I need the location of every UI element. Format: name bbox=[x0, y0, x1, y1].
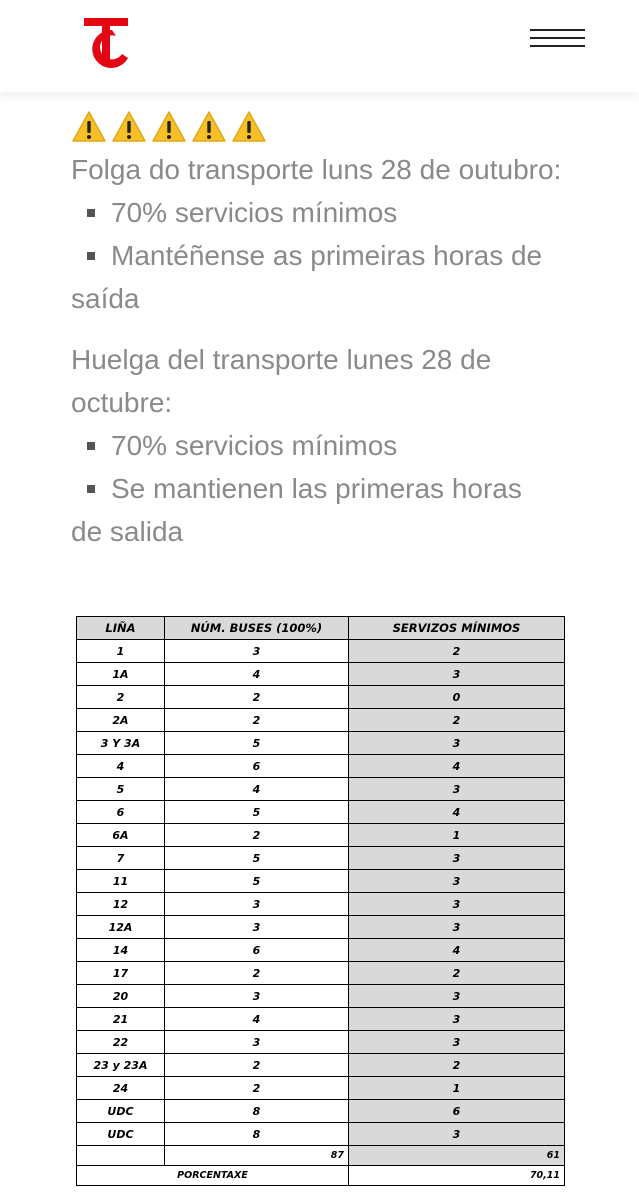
cell-buses: 2 bbox=[165, 824, 349, 847]
galician-title: Folga do transporte luns 28 de outubro: bbox=[71, 154, 562, 185]
table-row bbox=[77, 801, 565, 824]
cell-line: 6 bbox=[77, 801, 165, 824]
cell-line: 14 bbox=[77, 939, 165, 962]
spanish-bullet-2-cont: de salida bbox=[71, 516, 184, 547]
cell-buses: 5 bbox=[165, 870, 349, 893]
spanish-bullet-1: 70% servicios mínimos bbox=[71, 424, 581, 467]
table-header-row bbox=[77, 617, 565, 640]
hamburger-line bbox=[530, 37, 585, 39]
cell-buses: 2 bbox=[165, 1077, 349, 1100]
cell-line: 23 y 23A bbox=[77, 1054, 165, 1077]
table-row bbox=[77, 709, 565, 732]
cell-minimum: 4 bbox=[349, 801, 565, 824]
table-row bbox=[77, 1077, 565, 1100]
cell-line: UDC bbox=[77, 1123, 165, 1146]
cell-minimum: 3 bbox=[349, 663, 565, 686]
total-minimum: 61 bbox=[349, 1146, 565, 1166]
warning-icon bbox=[111, 110, 147, 144]
total-buses: 87 bbox=[165, 1146, 349, 1166]
hamburger-line bbox=[530, 45, 585, 47]
cell-buses: 5 bbox=[165, 847, 349, 870]
cell-minimum: 2 bbox=[349, 1054, 565, 1077]
cell-line: 7 bbox=[77, 847, 165, 870]
cell-buses: 5 bbox=[165, 801, 349, 824]
warning-icon bbox=[231, 110, 267, 144]
warning-icon bbox=[191, 110, 227, 144]
table-row bbox=[77, 663, 565, 686]
cell-minimum: 3 bbox=[349, 916, 565, 939]
table-row bbox=[77, 870, 565, 893]
cell-line: 21 bbox=[77, 1008, 165, 1031]
cell-minimum: 3 bbox=[349, 1008, 565, 1031]
cell-buses: 3 bbox=[165, 916, 349, 939]
cell-line: 2A bbox=[77, 709, 165, 732]
table-row bbox=[77, 1100, 565, 1123]
cell-line: 20 bbox=[77, 985, 165, 1008]
cell-minimum: 2 bbox=[349, 709, 565, 732]
cell-buses: 2 bbox=[165, 686, 349, 709]
cell-line: 4 bbox=[77, 755, 165, 778]
totals-row bbox=[77, 1146, 565, 1166]
cell-line: 5 bbox=[77, 778, 165, 801]
cell-line: 1A bbox=[77, 663, 165, 686]
cell-minimum: 3 bbox=[349, 1031, 565, 1054]
cell-line: 24 bbox=[77, 1077, 165, 1100]
percentage-label: PORCENTAXE bbox=[77, 1166, 349, 1186]
cell-buses: 5 bbox=[165, 732, 349, 755]
cell-line: 2 bbox=[77, 686, 165, 709]
cell-minimum: 3 bbox=[349, 985, 565, 1008]
cell-minimum: 2 bbox=[349, 640, 565, 663]
table-row bbox=[77, 1123, 565, 1146]
announcement bbox=[71, 106, 581, 553]
table-row bbox=[77, 640, 565, 663]
warning-icon bbox=[71, 110, 107, 144]
table-row bbox=[77, 939, 565, 962]
warning-icon bbox=[151, 110, 187, 144]
galician-bullet-2-cont: saída bbox=[71, 283, 140, 314]
table-body bbox=[77, 640, 565, 1146]
cell-line: 1 bbox=[77, 640, 165, 663]
cell-line: 3 Y 3A bbox=[77, 732, 165, 755]
cell-minimum: 6 bbox=[349, 1100, 565, 1123]
cell-buses: 6 bbox=[165, 755, 349, 778]
spanish-bullet-2: Se mantienen las primeras horas bbox=[71, 467, 581, 510]
table-row bbox=[77, 893, 565, 916]
cell-minimum: 3 bbox=[349, 847, 565, 870]
cell-buses: 2 bbox=[165, 709, 349, 732]
cell-buses: 6 bbox=[165, 939, 349, 962]
cell-buses: 2 bbox=[165, 1054, 349, 1077]
hamburger-menu-icon bbox=[530, 29, 585, 31]
header-line: LIÑA bbox=[77, 617, 165, 640]
table-row bbox=[77, 962, 565, 985]
table-row bbox=[77, 985, 565, 1008]
totals-blank bbox=[77, 1146, 165, 1166]
table-row bbox=[77, 824, 565, 847]
minimum-services-table bbox=[76, 616, 565, 1186]
cell-buses: 3 bbox=[165, 1031, 349, 1054]
cell-line: 12A bbox=[77, 916, 165, 939]
galician-bullet-1: 70% servicios mínimos bbox=[71, 191, 581, 234]
cell-line: 22 bbox=[77, 1031, 165, 1054]
percentage-row bbox=[77, 1166, 565, 1186]
galician-bullet-2: Mantéñense as primeiras horas de bbox=[71, 234, 581, 277]
cell-buses: 3 bbox=[165, 640, 349, 663]
cell-buses: 4 bbox=[165, 1008, 349, 1031]
hamburger-menu-button[interactable] bbox=[528, 26, 588, 52]
table-row bbox=[77, 916, 565, 939]
table-row bbox=[77, 755, 565, 778]
cell-buses: 3 bbox=[165, 985, 349, 1008]
spanish-title: Huelga del transporte lunes 28 de octubre: bbox=[71, 344, 492, 418]
cell-minimum: 4 bbox=[349, 755, 565, 778]
cell-minimum: 3 bbox=[349, 893, 565, 916]
cell-minimum: 3 bbox=[349, 870, 565, 893]
cell-buses: 8 bbox=[165, 1100, 349, 1123]
header-minimum: SERVIZOS MÍNIMOS bbox=[349, 617, 565, 640]
cell-minimum: 3 bbox=[349, 1123, 565, 1146]
cell-buses: 3 bbox=[165, 893, 349, 916]
cell-minimum: 1 bbox=[349, 824, 565, 847]
site-header bbox=[0, 0, 639, 92]
table-row bbox=[77, 1031, 565, 1054]
cell-line: 17 bbox=[77, 962, 165, 985]
tranvias-logo[interactable] bbox=[82, 14, 130, 68]
cell-line: 6A bbox=[77, 824, 165, 847]
cell-minimum: 3 bbox=[349, 778, 565, 801]
cell-buses: 8 bbox=[165, 1123, 349, 1146]
cell-minimum: 0 bbox=[349, 686, 565, 709]
cell-buses: 4 bbox=[165, 663, 349, 686]
table-row bbox=[77, 847, 565, 870]
cell-buses: 4 bbox=[165, 778, 349, 801]
cell-minimum: 2 bbox=[349, 962, 565, 985]
cell-line: UDC bbox=[77, 1100, 165, 1123]
table-row bbox=[77, 686, 565, 709]
table-row bbox=[77, 1054, 565, 1077]
cell-minimum: 3 bbox=[349, 732, 565, 755]
cell-buses: 2 bbox=[165, 962, 349, 985]
percentage-value: 70,11 bbox=[349, 1166, 565, 1186]
table-row bbox=[77, 778, 565, 801]
cell-line: 12 bbox=[77, 893, 165, 916]
table-row bbox=[77, 1008, 565, 1031]
table-row bbox=[77, 732, 565, 755]
header-buses: NÚM. BUSES (100%) bbox=[165, 617, 349, 640]
cell-minimum: 4 bbox=[349, 939, 565, 962]
cell-line: 11 bbox=[77, 870, 165, 893]
warning-icons bbox=[71, 106, 581, 148]
cell-minimum: 1 bbox=[349, 1077, 565, 1100]
